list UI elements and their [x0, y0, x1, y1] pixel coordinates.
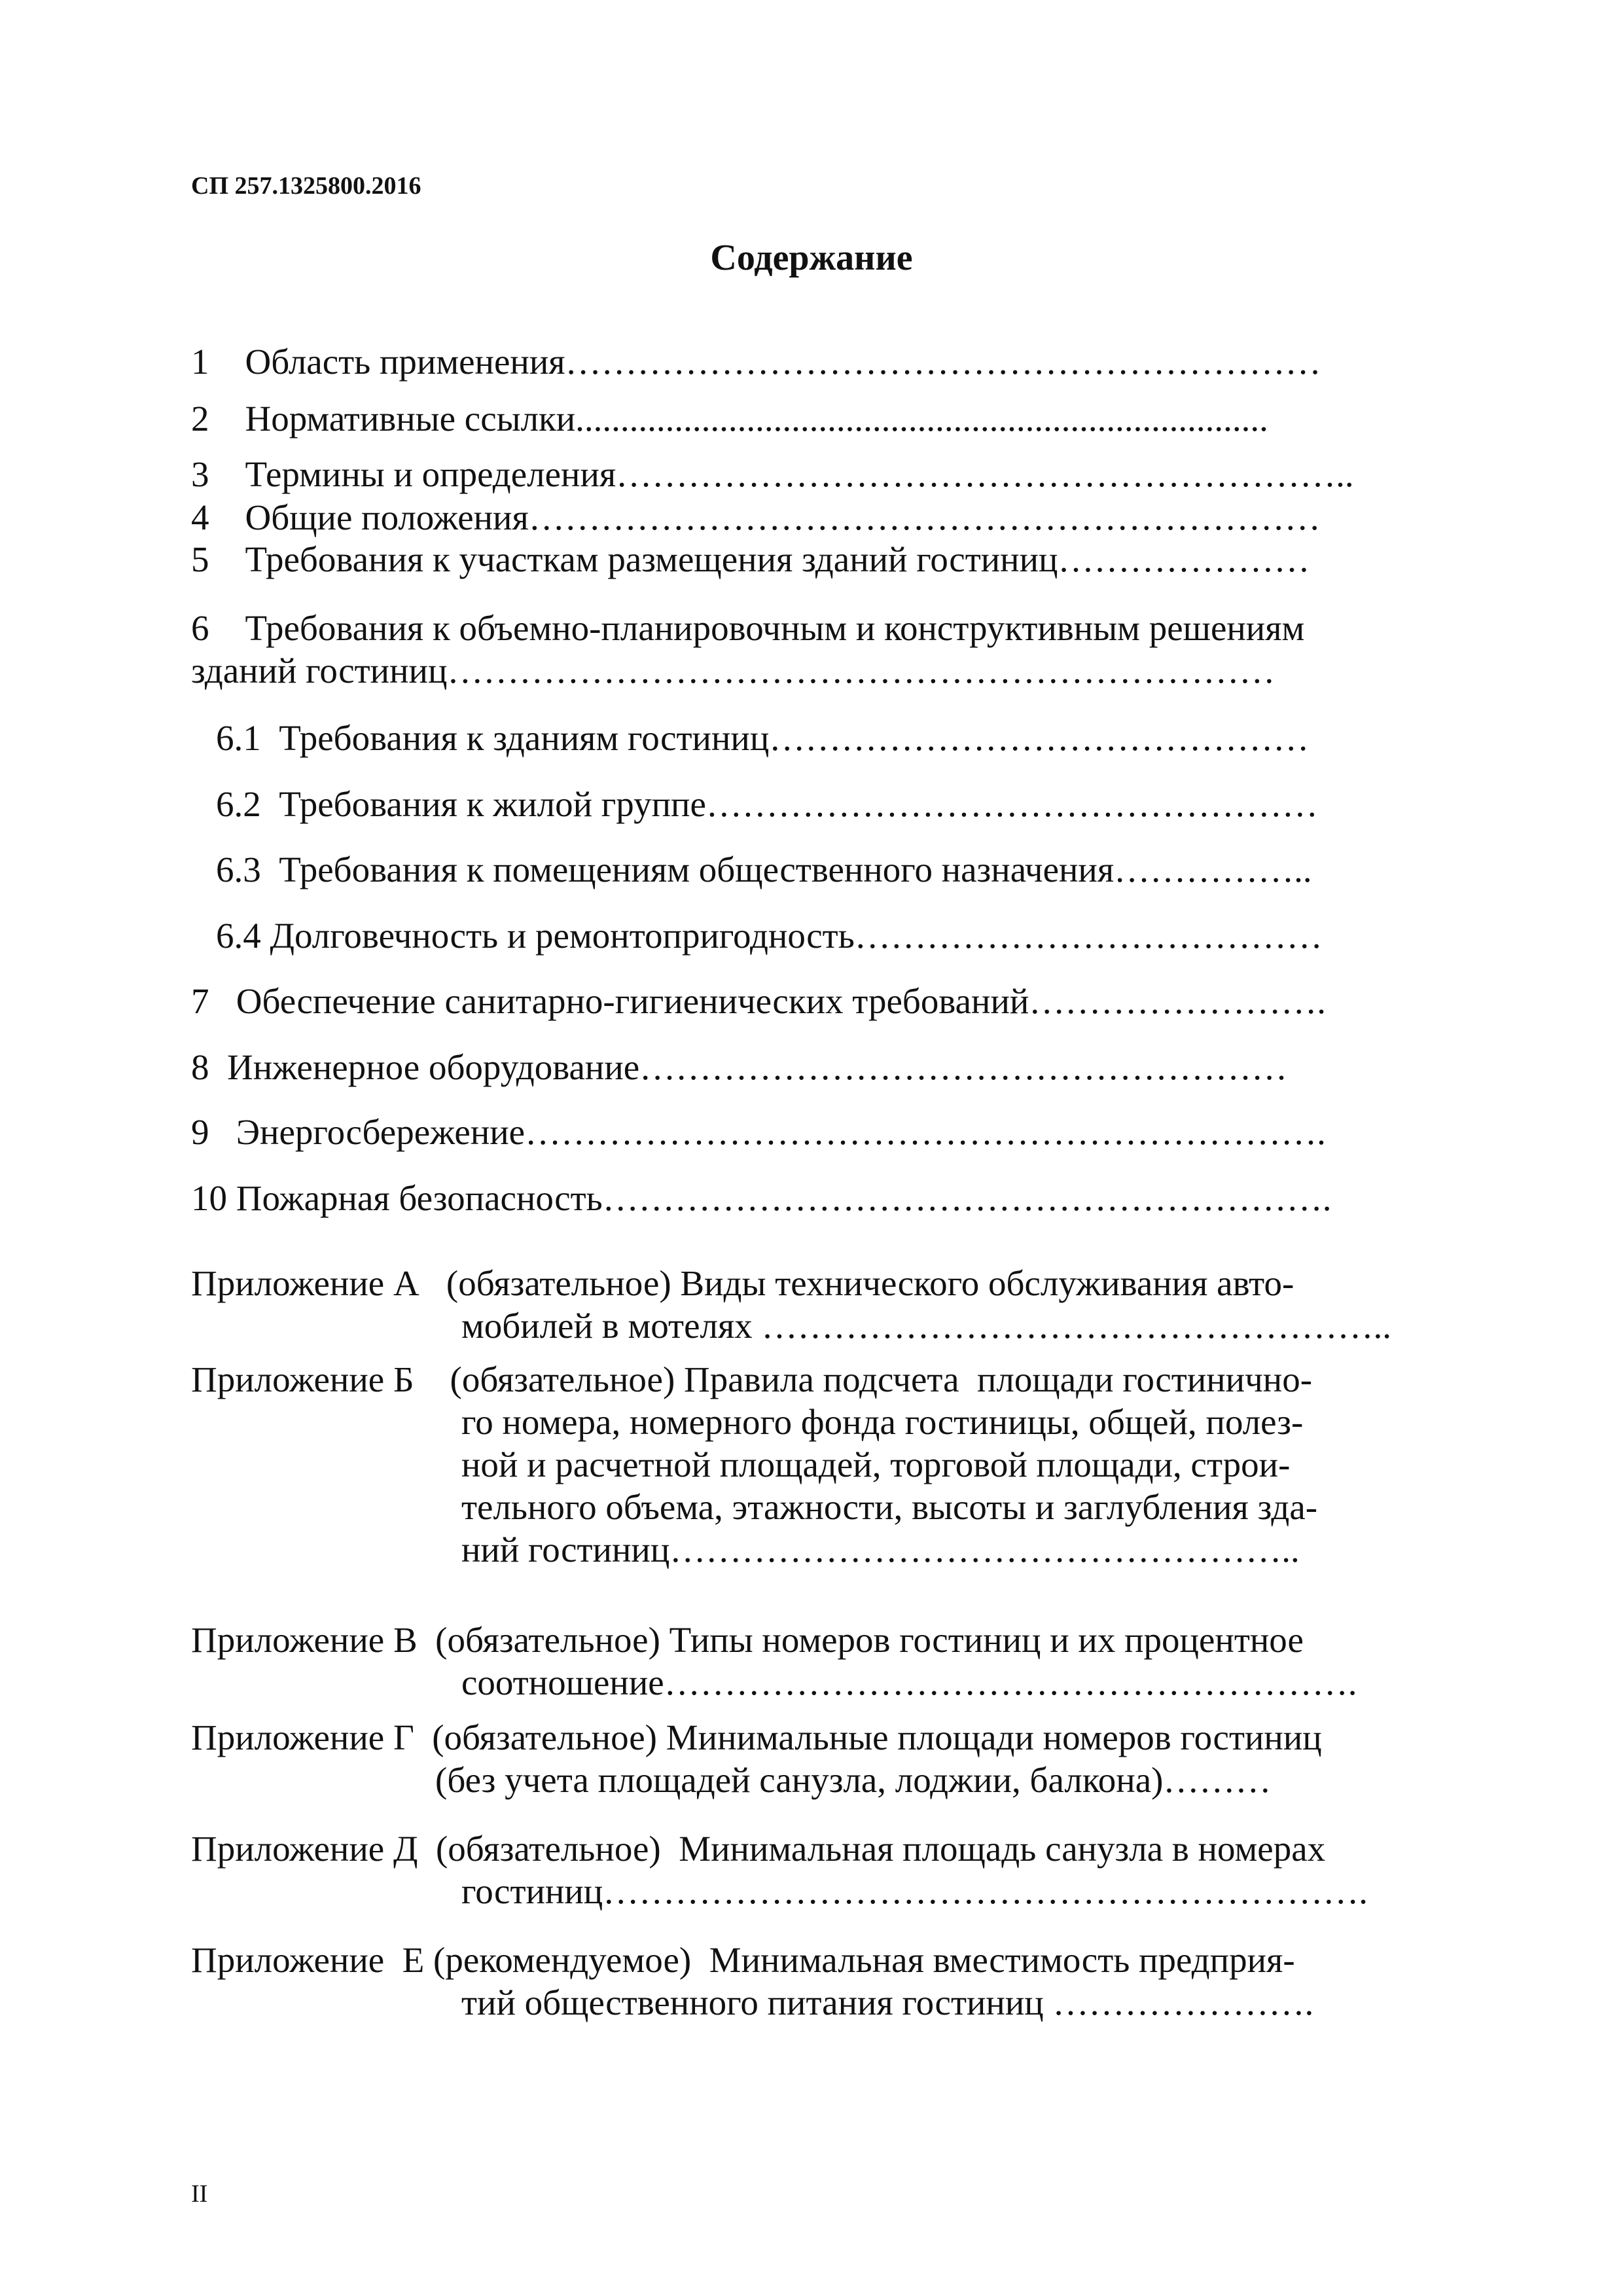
- page-number: II: [191, 2180, 208, 2208]
- appendix-b-line5: ний гостиниц……………………………………………..: [461, 1530, 1300, 1570]
- toc-item-1: 1 Область применения………………………………………………………: [191, 342, 1321, 382]
- appendix-v-line2: соотношение………………………………………………….: [461, 1662, 1357, 1702]
- toc-item-9: 9 Энергосбережение………………………………………………………….: [191, 1112, 1326, 1152]
- appendix-b-line2: го номера, номерного фонда гостиницы, общей, полез-: [461, 1402, 1304, 1442]
- toc-item-6-line1: 6 Требования к объемно-планировочным и конструктивным решениям: [191, 608, 1305, 648]
- appendix-g-line1: Приложение Г (обязательное) Минимальные площади номеров гостиниц: [191, 1717, 1322, 1757]
- appendix-g-line2: (без учета площадей санузла, лоджии, балкона)………: [435, 1760, 1272, 1800]
- toc-item-6-1: 6.1 Требования к зданиям гостиниц………………………………………: [216, 718, 1310, 758]
- appendix-b-line1: Приложение Б (обязательное) Правила подсчета площади гостинично-: [191, 1359, 1313, 1399]
- toc-item-6-line2: зданий гостиниц……………………………………………………………: [191, 651, 1275, 691]
- appendix-e-line2: тий общественного питания гостиниц ………………….: [461, 1982, 1314, 2022]
- toc-item-7: 7 Обеспечение санитарно-гигиенических требований…………………….: [191, 981, 1327, 1021]
- toc-item-6-2: 6.2 Требования к жилой группе……………………………………………: [216, 784, 1318, 824]
- appendix-b-line3: ной и расчетной площадей, торговой площади, строи-: [461, 1444, 1291, 1484]
- toc-item-10: 10 Пожарная безопасность…………………………………………………….: [191, 1178, 1332, 1218]
- toc-item-3: 3 Термины и определения……………………………………………………..: [191, 454, 1354, 494]
- toc-item-6-4: 6.4 Долговечность и ремонтопригодность…………………………………: [216, 916, 1323, 956]
- appendix-b-line4: тельного объема, этажности, высоты и заглубления зда-: [461, 1487, 1318, 1527]
- toc-item-8: 8 Инженерное оборудование………………………………………………: [191, 1047, 1288, 1087]
- document-code: СП 257.1325800.2016: [191, 172, 421, 200]
- toc-item-5: 5 Требования к участкам размещения зданий гостиниц…………………: [191, 539, 1310, 579]
- toc-item-2: 2 Нормативные ссылки.............................................................................: [191, 399, 1268, 439]
- appendix-v-line1: Приложение В (обязательное) Типы номеров гостиниц и их процентное: [191, 1620, 1304, 1660]
- appendix-e-line1: Приложение Е (рекомендуемое) Минимальная вместимость предприя-: [191, 1940, 1295, 1980]
- toc-item-6-3: 6.3 Требования к помещениям общественного назначения……………..: [216, 850, 1312, 889]
- appendix-a-line1: Приложение А (обязательное) Виды технического обслуживания авто-: [191, 1263, 1294, 1303]
- appendix-d-line2: гостиниц……………………………………………………….: [461, 1871, 1368, 1911]
- page-title: Содержание: [710, 238, 913, 278]
- appendix-d-line1: Приложение Д (обязательное) Минимальная площадь санузла в номерах: [191, 1829, 1326, 1869]
- appendix-a-line2: мобилей в мотелях ……………………………………………..: [461, 1306, 1392, 1346]
- toc-item-4: 4 Общие положения…………………………………………………………: [191, 497, 1321, 537]
